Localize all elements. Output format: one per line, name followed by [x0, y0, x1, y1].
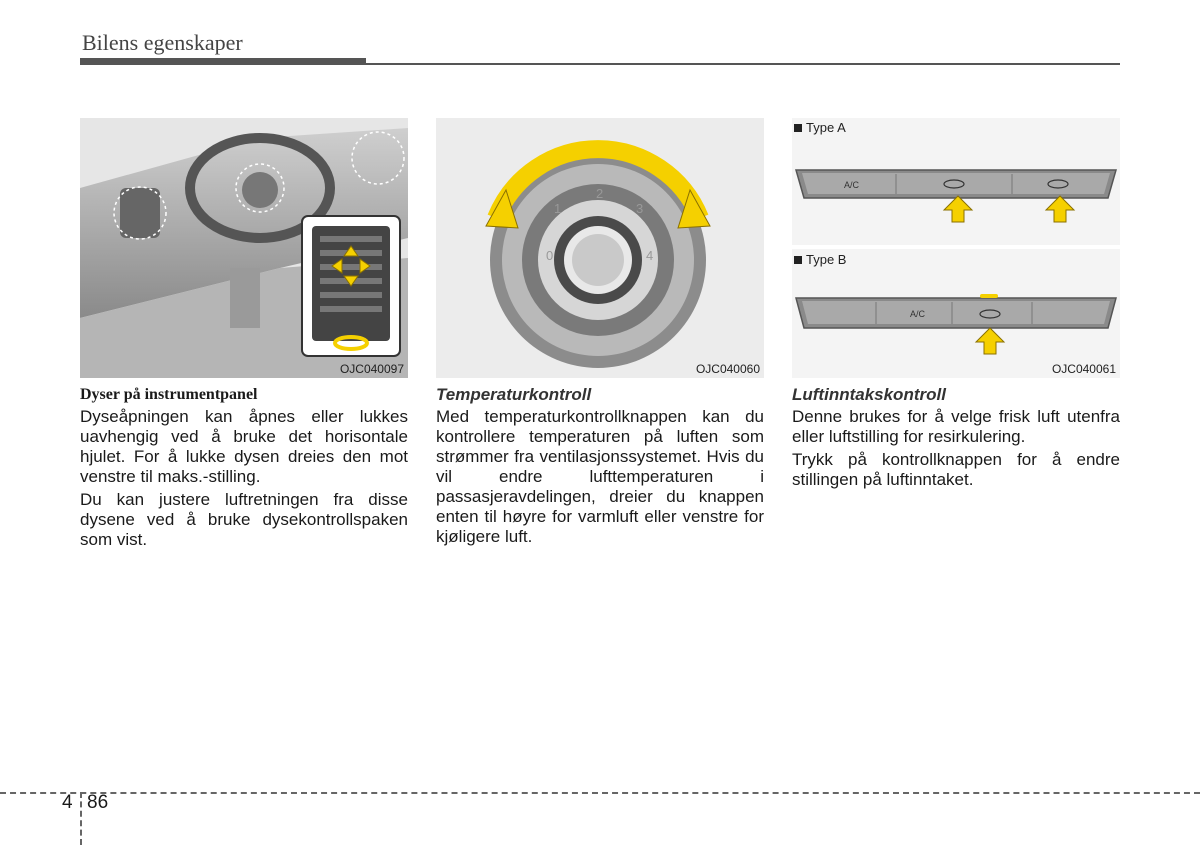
column-left [80, 385, 408, 553]
paragraph: Denne brukes for å velge frisk luft utenfra eller luftstilling for resirkulering. [792, 407, 1120, 446]
page-number: 86 [87, 792, 109, 813]
paragraph: Trykk på kontrollknappen for å endre stillingen på luftinntaket. [792, 450, 1120, 489]
dial-number-3: 3 [636, 201, 644, 216]
figure-code: OJC040097 [339, 362, 404, 376]
type-a-text: Type A [806, 120, 846, 135]
footer-rule [0, 792, 1200, 794]
temperature-knob-illustration [436, 118, 764, 378]
paragraph: Dyseåpningen kan åpnes eller lukkes uavhengig ved å bruke det horisontale hjulet. For å lukke dysen dreies den mot venstre til maks.-stilling. [80, 407, 408, 486]
ac-label-a: A/C [844, 180, 860, 190]
header-rule-thick [80, 58, 366, 65]
chapter-number: 4 [62, 792, 73, 813]
figure-air-intake [792, 118, 1120, 378]
dial-number-1: 1 [554, 201, 562, 216]
paragraph: Med temperaturkontrollknappen kan du kontrollere temperaturen på luften som strømmer fra ventilasjonssystemet. Hvis du vil endre lufttemperaturen i passasjeravdelingen, dreier du knappen enten til høyre for varmluft eller venstre for kjøligere luft. [436, 407, 764, 546]
type-b-text: Type B [806, 252, 847, 267]
section-heading: Dyser på instrumentpanel [80, 386, 258, 403]
section-heading: Luftinntakskontroll [792, 385, 946, 404]
page-header-title: Bilens egenskaper [82, 30, 243, 55]
figure-temperature-knob [436, 118, 764, 378]
paragraph: Du kan justere luftretningen fra disse dysene ved å bruke dysekontrollspaken som vist. [80, 490, 408, 549]
figure-code: OJC040061 [1051, 362, 1116, 376]
column-middle [436, 385, 764, 550]
dial-number-0: 0 [546, 248, 554, 263]
footer-divider [80, 792, 82, 845]
ac-label-b: A/C [910, 309, 926, 319]
section-heading: Temperaturkontroll [436, 385, 592, 404]
dial-number-2: 2 [596, 186, 604, 201]
dial-number-4: 4 [646, 248, 654, 263]
header-rule-thin [366, 63, 1120, 65]
figure-code: OJC040060 [695, 362, 760, 376]
dashboard-illustration [80, 118, 408, 378]
figure-dashboard-vents [80, 118, 408, 378]
column-right [792, 385, 1120, 493]
air-intake-illustration [792, 118, 1120, 378]
